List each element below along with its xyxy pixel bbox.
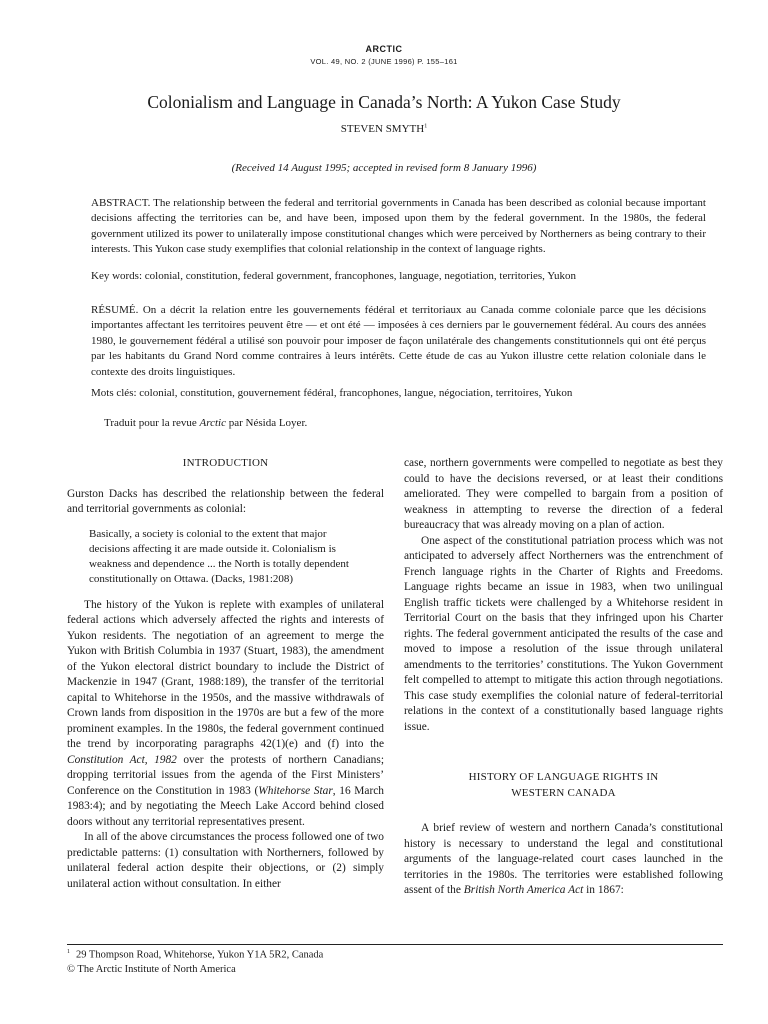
footnote-address-text: 29 Thompson Road, Whitehorse, Yukon Y1A 5R2, Canada (76, 949, 324, 961)
right-paragraph-3 (404, 821, 723, 899)
p2-part-c: , 16 March 1983:4); and by negotiating the Meech Lake Accord behind closed doors without any territorial representatives present. (67, 784, 385, 828)
keywords: Key words: colonial, constitution, federal government, francophones, language, negotiation, territories, Yukon (91, 270, 576, 282)
p2-part-a: The history of the Yukon is replete with examples of unilateral federal actions which adversely affected the rights and interests of Yukon residents. The negotiation of an agreement to merge the Yukon with British Columbia in 1937 (Stuart, 1983), the amendment of the Yukon electoral district boundary to include the District of Mackenzie in 1947 (Grant, 1988:189), the transfer of the territorial capital to Whitehorse in the 1950s, and the massive withdrawals of Crown lands from disposition in the 1970s are but a few of the more prominent examples. In the 1980s, the federal government continued the trend by incorporating paragraphs 42(1)(e) and (f) into the (67, 598, 384, 750)
section-heading-history (404, 770, 723, 801)
heading-line-1: HISTORY OF LANGUAGE RIGHTS IN (468, 771, 659, 783)
received-dates (0, 162, 768, 174)
right-paragraph-1: case, northern governments were compelled to negotiate as best they could to have the decisions reversed, or at least their conditions ameliorated. They were compelled to bargain from a position of weakness in attempting to reverse the direction of a federal bureaucracy that was already moving on a plan of action. (404, 457, 723, 531)
p3-part-a: A brief review of western and northern Canada’s constitutional history is necessary to understand the legal and constitutional arguments of the language-related court cases launched in the territories in the 1980s. The territories were established following assent of the (404, 822, 723, 896)
traduit-before: Traduit pour la revue (104, 417, 200, 429)
author-name: STEVEN SMYTH (340, 123, 425, 135)
heading-line-2: WESTERN CANADA (511, 786, 616, 799)
left-column (67, 456, 384, 892)
intro-paragraph-2 (67, 598, 384, 831)
article-title: Colonialism and Language in Canada’s North: A Yukon Case Study (147, 92, 621, 112)
footnote-mark: 1 (67, 949, 70, 955)
translation-credit (104, 417, 307, 429)
author-footnote-mark: 1 (424, 123, 428, 130)
section-heading-introduction: INTRODUCTION (182, 457, 269, 469)
abstract: ABSTRACT. The relationship between the federal and territorial governments in Canada has been described as colonial because important decisions affecting the territories can be, and have been, imposed upon them by the federal government. In the 1980s, the federal government utilized its power to unilaterally impose constitutional changes which were perceived by Northerners as being contrary to their interests. This Yukon case study exemplifies that colonial relationship in the context of language rights. (91, 197, 706, 256)
right-column (404, 456, 723, 899)
footnote-address (67, 949, 323, 961)
p2-newspaper: Whitehorse Star (258, 784, 333, 797)
author (0, 123, 768, 135)
volume-info: VOL. 49, NO. 2 (JUNE 1996) P. 155–161 (310, 57, 458, 66)
p3-act-title: British North America Act (463, 884, 584, 896)
footnote-divider (67, 944, 723, 945)
p2-part-b: over the protests of northern Canadians; dropping territorial issues from the agenda of the First Ministers’ Conference on the Constitution in 1983 ( (67, 753, 384, 797)
resume: RÉSUMÉ. On a décrit la relation entre les gouvernements fédéral et territoriaux au Canada comme coloniale parce que les décisions importantes affectant les territoires peuvent être — et ont été — imposées à ces derniers par le gouvernement fédéral. Au cours des années 1980, le gouvernement fédéral a utilisé son pouvoir pour imposer de façon unilatérale des changements constitutionnels qui ont été perçus par les habitants du Grand Nord comme contraires à leurs intérêts. Cette étude de cas au Yukon illustre cette relation coloniale dans le contexte des droits linguistiques. (91, 304, 706, 378)
traduit-after: par Nésida Loyer. (226, 417, 308, 429)
right-paragraph-2: One aspect of the constitutional patriation process which was not anticipated to adversely affect Northerners was the entrenchment of French language rights in the Charter of Rights and Freedoms. Language rights became an issue in 1983, when two unilingual English traffic tickets were challenged by a Whitehorse resident in Territorial Court on the basis that they infringed upon his Charter rights. The federal government anticipated the results of the case and moved to impose a resolution of the issue through unilateral amendments to the territories’ constitutions. The Yukon Government felt compelled to attempt to mitigate this action through negotiations. This case study exemplifies the colonial nature of federal-territorial relations in the context of a constitutionally based language rights issue. (404, 534, 723, 733)
traduit-journal: Arctic (199, 417, 226, 429)
mots-cles: Mots clés: colonial, constitution, gouvernement fédéral, francophones, langue, négociation, territoires, Yukon (91, 387, 573, 399)
block-quote: Basically, a society is colonial to the extent that major decisions affecting it are made outside it. Colonialism is weakness and dependence ... the North is totally dependent constitutionally on Ottawa. (Dacks, 1981:208) (89, 527, 349, 585)
copyright: © The Arctic Institute of North America (67, 964, 236, 975)
received-text: (Received 14 August 1995; accepted in revised form 8 January 1996) (231, 162, 537, 174)
intro-paragraph-1: Gurston Dacks has described the relationship between the federal and territorial governments as colonial: (67, 487, 384, 515)
journal-name: ARCTIC (365, 44, 403, 54)
p2-act-title: Constitution Act, 1982 (67, 753, 177, 766)
p3-part-b: in 1867: (583, 884, 624, 896)
intro-paragraph-3: In all of the above circumstances the process followed one of two predictable patterns: (1) consultation with Northerners, followed by unilateral federal action despite their objections, or (2) simply unilateral action without consultation. In either (67, 831, 384, 890)
